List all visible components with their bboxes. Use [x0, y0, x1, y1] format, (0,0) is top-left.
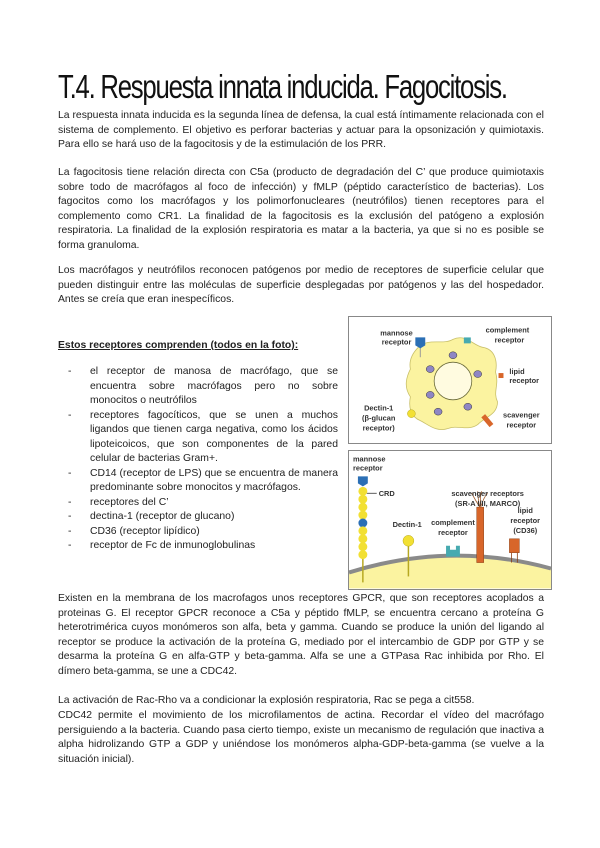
label-scavenger-1: scavenger — [502, 410, 540, 420]
paragraph-fagocitosis: La fagocitosis tiene relación directa con C5a (producto de degradación del C’ que produce quimiotaxis sobre todo de macrófagos al foco de infección) y fMLP (péptido característico de bacterias). Los fagocitos como los macrófagos y los polimorfonucleares (neutrófilos) tienen receptores para el complemento como CR1. La finalidad de la fagocitosis es la exclusión del patógeno a explosión respiratoria. La finalidad de la explosión respiratoria es matar a la bacteria, ya que si no es posible se forma granuloma. — [58, 167, 544, 251]
label-lipid-2: receptor — [509, 375, 540, 385]
bullet-dash: - — [68, 540, 72, 551]
list-item — [58, 409, 338, 467]
label-dectin-2: (β-glucan — [362, 413, 396, 423]
paragraph-cdc42: CDC42 permite el movimiento de los microfilamentos de actina. Recordar el vídeo del macrófago persiguiendo a la bacteria. Cuando pasa cierto tiempo, existe un mecanismo de regulación que inactiva a alpha hidrolizando GTP a GDP y uniéndose los monómeros alpha-GDP-beta-gamma (se vuelve a la situación inicial). — [58, 710, 544, 765]
label-crd: CRD — [378, 489, 395, 499]
receptors-figure — [348, 316, 552, 590]
macrophage-panel — [348, 316, 552, 444]
list-item-text: el receptor de manosa de macrófago, que se encuentra sobre macrófagos pero no sobre monocitos o neutrófilos — [90, 366, 338, 406]
label-scavenger-1: scavenger receptors — [451, 489, 524, 499]
list-item — [58, 467, 338, 496]
membrane-panel — [348, 450, 552, 590]
list-item — [58, 496, 338, 511]
label-lipid-1: lipid — [509, 367, 525, 377]
label-mannose-2: receptor — [381, 337, 412, 347]
label-complement-1: complement — [485, 325, 530, 335]
receptors-list — [58, 365, 338, 554]
page-title: T.4. Respuesta innata inducida. Fagocitosis. — [58, 68, 507, 106]
bullet-dash: - — [68, 525, 72, 537]
paragraph-reconocimiento: Los macrófagos y neutrófilos reconocen patógenos por medio de receptores de superficie celular que pueden distinguir entre las moléculas de superficie desplegadas por patógenos y las del hospedador. Antes se creía que eran inespecíficos. — [58, 265, 544, 305]
bullet-dash: - — [68, 409, 72, 421]
label-lipid-1: lipid — [517, 506, 533, 516]
lipid-receptor-icon — [499, 373, 504, 378]
label-lipid-2: receptor — [510, 515, 541, 525]
label-complement-1: complement — [431, 517, 475, 527]
vesicle — [434, 408, 442, 415]
complement-receptor-icon — [446, 546, 460, 557]
label-mannose-1: mannose — [352, 454, 386, 464]
membrane-diagram — [349, 451, 551, 589]
vesicle — [426, 391, 434, 398]
paragraph-rac: La activación de Rac-Rho va a condicionar la explosión respiratoria, Rac se pega a cit558. — [58, 695, 475, 706]
dectin-receptor-icon — [407, 410, 415, 418]
label-lipid-3: (CD36) — [513, 525, 538, 535]
label-complement-2: receptor — [438, 527, 468, 537]
paragraph-gpcr: Existen en la membrana de los macrofagos unos receptores GPCR, que son receptores acoplados a proteinas G. El receptor GPCR reconoce a C5a y péptido fMLP, se encuentra cercano a proteína G heterotrimérica cuyos monómeros son alfa, beta y gamma. Cuando se produce la unión del ligando al receptor se produce la activación de la proteína G, mediado por el intercambio de GDP por GTP y se desarma la proteína G en alfa-GTP y beta-gamma. Alfa se une a GTPasa Rac inhibida por Rho. El dímero beta-gamma, se une a CDC42. — [58, 593, 544, 677]
label-complement-2: receptor — [494, 335, 525, 345]
bullet-dash: - — [68, 366, 72, 377]
label-dectin: Dectin-1 — [392, 519, 422, 529]
vesicle — [426, 366, 434, 373]
vesicle — [449, 352, 457, 359]
list-item-text: receptores fagocíticos, que se unen a muchos ligandos que tienen carga negativa, como los ácidos lipoteicoicos, que son componentes de la pared celular de bacterias Gram+. — [90, 409, 338, 464]
macrophage-diagram — [349, 317, 551, 443]
receptors-heading: Estos receptores comprenden (todos en la foto): — [58, 340, 299, 351]
list-item — [58, 525, 338, 540]
vesicle — [474, 371, 482, 378]
bullet-dash: - — [68, 467, 72, 479]
label-mannose-2: receptor — [352, 463, 383, 473]
label-scavenger-2: (SR-A I/II, MARCO) — [455, 499, 521, 509]
list-item-text: CD36 (receptor lipídico) — [90, 525, 200, 537]
label-dectin-3: receptor) — [362, 423, 395, 433]
complement-receptor-icon — [464, 337, 471, 343]
label-mannose-1: mannose — [380, 328, 413, 338]
list-item-text: receptor de Fc de inmunoglobulinas — [90, 540, 256, 551]
list-item — [58, 365, 338, 409]
paragraph-intro: La respuesta innata inducida es la segunda línea de defensa, la cual está íntimamente relacionada con el sistema de complemento. El objetivo es perforar bacterias y actuar para la opsonización y quimiotaxis. Para ello se hará uso de la fagocitosis y de la estimulación de los PRR. — [58, 110, 544, 150]
list-item-text: CD14 (receptor de LPS) que se encuentra de manera predominante sobre monocitos y macrófagos. — [90, 467, 338, 493]
label-scavenger-2: receptor — [506, 420, 537, 430]
nucleus — [434, 362, 472, 400]
list-item-text: receptores del C’ — [90, 496, 169, 508]
vesicle — [464, 403, 472, 410]
bullet-dash: - — [68, 511, 72, 522]
list-item — [58, 539, 338, 554]
list-item-text: dectina-1 (receptor de glucano) — [90, 511, 235, 522]
label-dectin-1: Dectin-1 — [364, 403, 394, 413]
bullet-dash: - — [68, 496, 72, 508]
list-item — [58, 510, 338, 525]
